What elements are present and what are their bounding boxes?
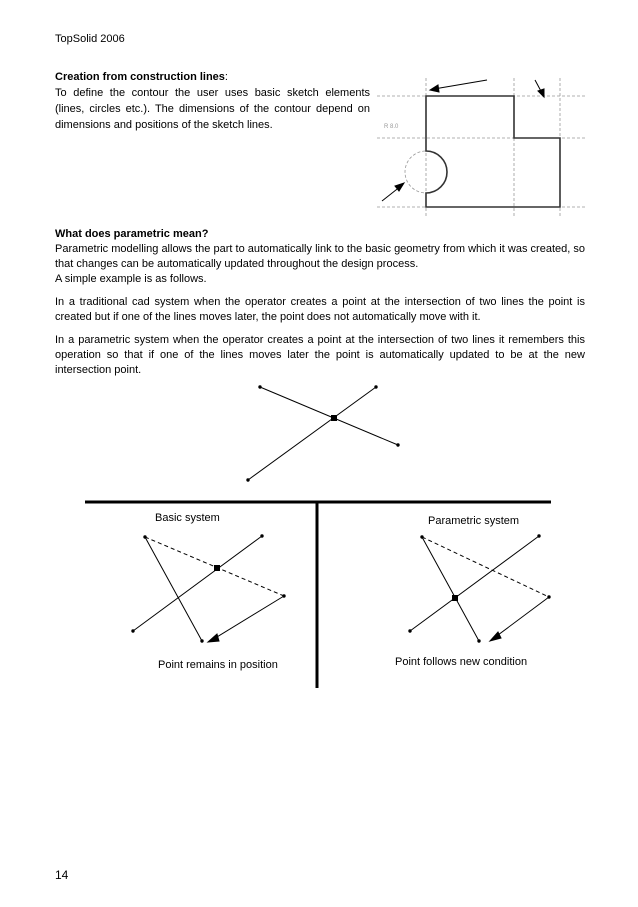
parametric-system-caption: Point follows new condition (395, 656, 528, 668)
page-number: 14 (55, 868, 69, 882)
section-heading: Creation from construction lines (55, 71, 225, 83)
sketch-dimension-text: R 8.0 (384, 124, 399, 130)
paragraph: In a parametric system when the operator creates a point at the intersection of two lines it remembers this operation so that if one of the lines moves later the point is automatically updated to be at the new intersection point. (55, 334, 585, 376)
section-body: To define the contour the user uses basic sketch elements (lines, circles etc.). The dimensions of the contour depend on dimensions and positions of the sketch lines. (55, 87, 370, 131)
intersection-figure (244, 384, 404, 489)
parametric-section (55, 227, 585, 386)
page-header: TopSolid 2006 (55, 33, 125, 45)
parametric-system-figure (407, 534, 567, 649)
basic-system-title: Basic system (155, 512, 220, 524)
section-heading: What does parametric mean? (55, 228, 209, 240)
construction-lines-section: Creation from construction lines: To define the contour the user uses basic sketch elements (lines, circles etc.). The dimensions of the contour depend on dimensions and positions of the sketch lines. (55, 71, 370, 131)
paragraph: Parametric modelling allows the part to automatically link to the basic geometry from which it was created, so that changes can be automatically updated throughout the design process. (55, 243, 585, 270)
parametric-system-title: Parametric system (428, 515, 520, 527)
paragraph: A simple example is as follows. (55, 273, 207, 285)
paragraph: In a traditional cad system when the operator creates a point at the intersection of two lines the point is created but if one of the lines moves later, the point does not automatically move with it. (55, 296, 585, 323)
sketch-contour-figure (372, 76, 592, 216)
basic-system-figure (130, 534, 290, 649)
basic-system-caption: Point remains in position (158, 659, 278, 671)
